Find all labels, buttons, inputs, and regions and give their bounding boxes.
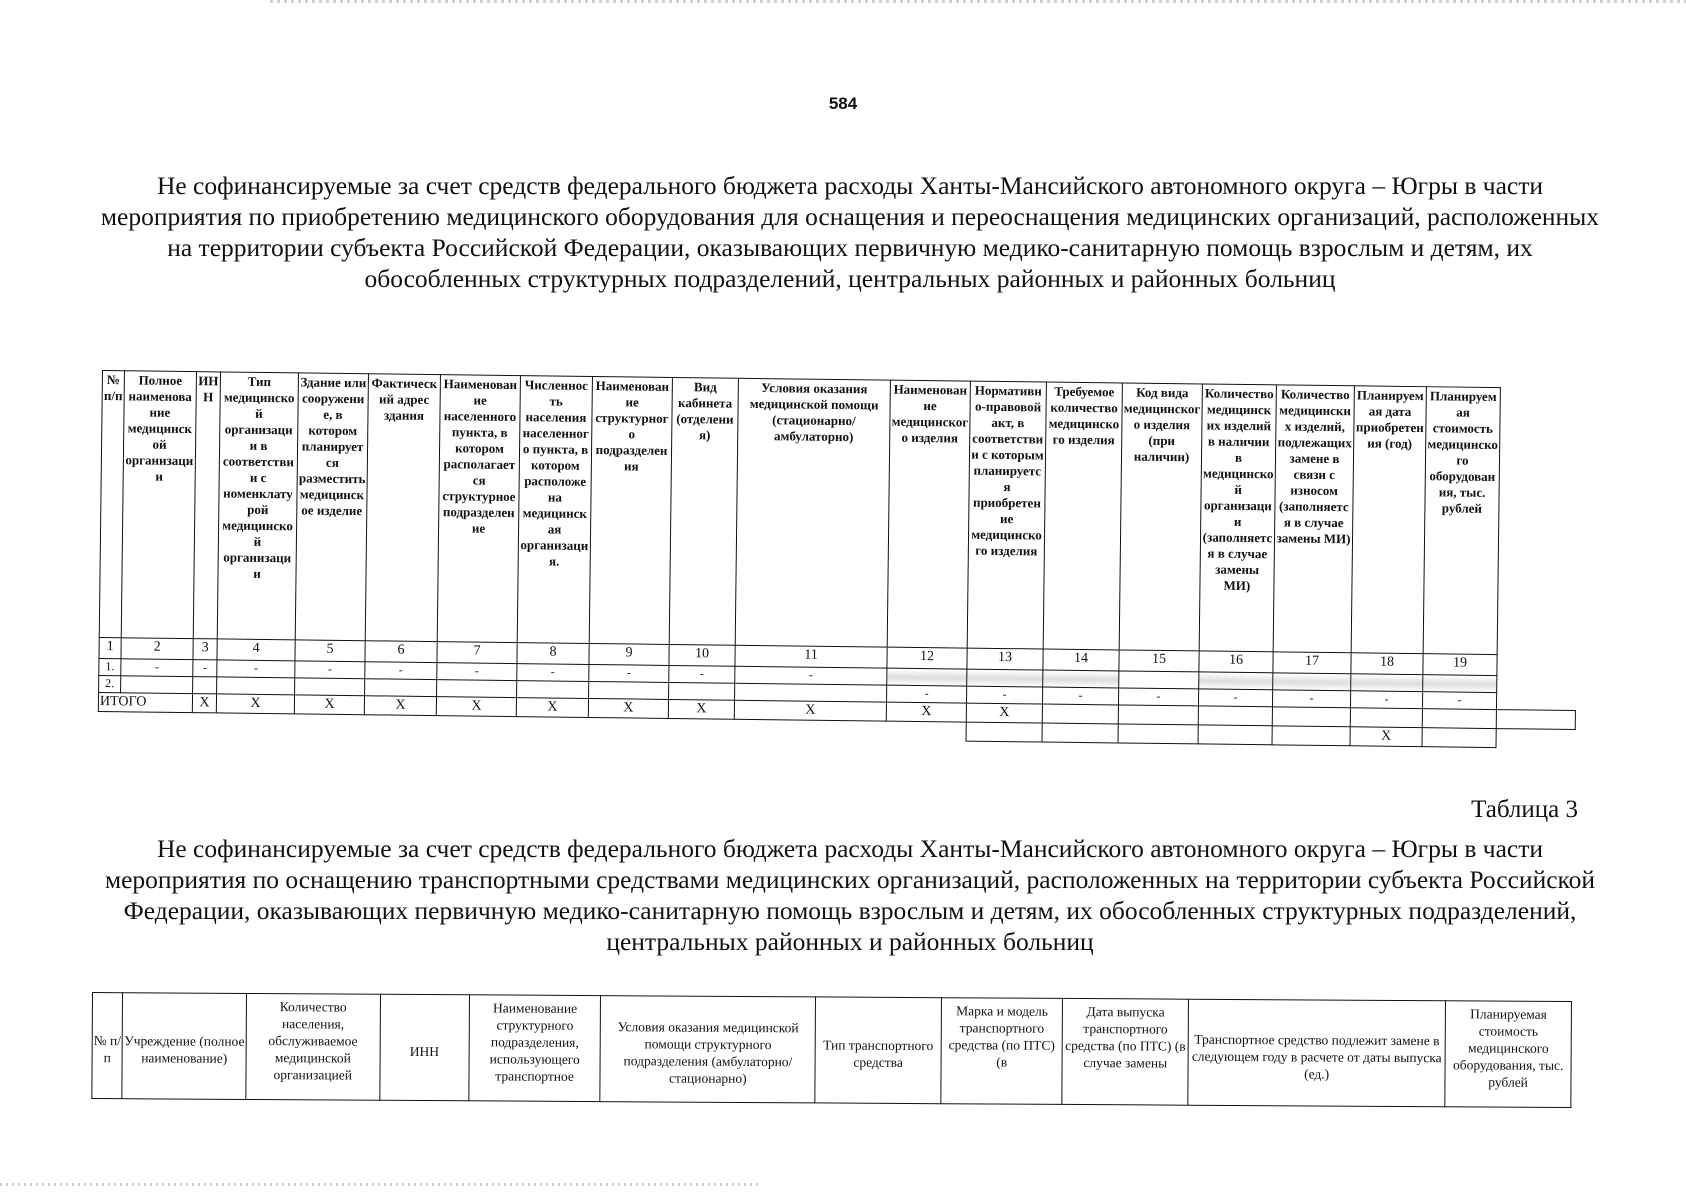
- column-number: 10: [669, 644, 735, 666]
- table-cell: [1422, 709, 1496, 729]
- table-cell: -: [966, 686, 1042, 704]
- col-header: Требуемое количество медицинского изделия: [1043, 382, 1122, 650]
- table-cell: X: [436, 697, 516, 717]
- header-row: [92, 993, 1572, 1108]
- table-cell: -: [437, 663, 517, 681]
- col-header: Наименование структурного подразделения: [589, 376, 672, 644]
- column-number: 12: [887, 647, 967, 669]
- col-header: Численность населения населенного пункта, в котором расположена медицинская организация.: [517, 376, 592, 644]
- table-cell: [1351, 674, 1423, 692]
- table-cell: [1043, 670, 1119, 688]
- table-cell: [1042, 704, 1118, 724]
- table-cell: X: [516, 698, 588, 718]
- table-cell: -: [517, 664, 589, 682]
- col-header: Здание или сооружение, в котором планируется разместить медицинское изделие: [295, 373, 368, 641]
- column-number: 8: [517, 643, 589, 665]
- table-cell: [1496, 710, 1575, 730]
- table-cell: X: [364, 696, 436, 716]
- table-cell: [589, 681, 669, 699]
- col-header: Фактический адрес здания: [365, 374, 440, 642]
- col-header: № п/п: [99, 371, 124, 638]
- col-header: Марка и модель транспортного средства (по ПТС) (в: [941, 998, 1063, 1105]
- table-cell: -: [217, 660, 295, 678]
- column-number: 17: [1273, 652, 1351, 674]
- scan-edge-top: [270, 0, 1686, 3]
- table-cell: X: [1350, 727, 1422, 747]
- table-cell: [1198, 725, 1272, 745]
- table-cell: [1119, 671, 1199, 689]
- table-cell: 1.: [99, 658, 121, 675]
- table-cell: [1423, 675, 1497, 693]
- table-cell: [887, 668, 967, 686]
- col-header: Наименование населенного пункта, в котором располагается структурное подразделение: [437, 375, 520, 643]
- table-cell: [193, 677, 217, 694]
- table-cell: X: [668, 699, 734, 719]
- table3-title: Не софинансируемые за счет средств федерального бюджета расходы Ханты-Мансийского автономного округа – Югры в части мероприятия по оснащению транспортными средствами медицинских организаций, расположенных на территории субъекта Российской Федерации, оказывающих первичную медико-санитарную помощь взрослым и детям, их обособленных структурных подразделений, центральных районных и районных больниц: [104, 834, 1596, 956]
- table-cell: X: [886, 702, 966, 722]
- col-header: Планируемая стоимость медицинского оборудования, тыс. рублей: [1445, 1001, 1571, 1108]
- col-header: Учреждение (полное наименование): [122, 993, 246, 1100]
- table-cell: [967, 669, 1043, 687]
- col-header: ИНН: [193, 372, 220, 639]
- table-cell: -: [1118, 688, 1198, 706]
- table-cell: [1272, 726, 1350, 746]
- table-cell: -: [887, 685, 967, 703]
- table-cell: [1422, 728, 1496, 748]
- col-header: Транспортное средство подлежит замене в следующем году в расчете от даты выпуска (ед.): [1188, 999, 1446, 1107]
- col-header: Вид кабинета (отделения): [669, 377, 738, 645]
- table-cell: [1198, 706, 1272, 726]
- table-cell: X: [192, 694, 216, 713]
- table-cell: X: [588, 698, 668, 718]
- col-header: Полное наименование медицинской организации: [121, 371, 196, 639]
- table2-title: Не софинансируемые за счет средств федерального бюджета расходы Ханты-Мансийского автономного округа – Югры в части мероприятия по приобретению медицинского оборудования для оснащения и переоснащения медицинских организаций, расположенных на территории субъекта Российской Федерации, оказывающих первичную медико-санитарную помощь взрослым и детям, их обособленных структурных подразделений, центральных районных и районных больниц: [100, 171, 1600, 293]
- column-number: 6: [365, 641, 437, 663]
- col-header: Условия оказания медицинской помощи структурного подразделения (амбулаторно/стационарно): [600, 996, 815, 1103]
- col-header: Тип транспортного средства: [815, 997, 941, 1104]
- column-number: 4: [217, 639, 295, 661]
- table3-caption: Таблица 3: [1471, 796, 1578, 823]
- column-number: 5: [295, 640, 365, 662]
- col-header: Наименование структурного подразделения, использующего транспортное: [469, 995, 601, 1102]
- table-cell: [295, 678, 365, 696]
- table-cell: -: [1272, 690, 1350, 708]
- column-number: 1: [99, 637, 121, 658]
- col-header: Наименование медицинского изделия: [887, 380, 970, 648]
- table-cell: [1199, 672, 1273, 690]
- column-number: 19: [1423, 654, 1497, 676]
- col-header: Условия оказания медицинской помощи (стационарно/амбулаторно): [735, 378, 890, 647]
- col-header: № п/п: [92, 993, 123, 1099]
- scan-edge-bottom: [0, 1183, 760, 1186]
- col-header: Тип медицинской организации в соответствии с номенклатурой медицинской организации: [217, 372, 298, 640]
- table-cell: X: [966, 703, 1042, 723]
- table-cell: X: [216, 694, 294, 714]
- table-cell: -: [1422, 692, 1496, 710]
- table-cell: [121, 676, 193, 694]
- col-header: Планируемая дата приобретения (год): [1351, 386, 1426, 654]
- column-number: 13: [967, 648, 1043, 670]
- table-cell: X: [734, 700, 886, 721]
- col-header: Дата выпуска транспортного средства (по ПТС) (в случае замены: [1062, 998, 1188, 1105]
- table-cell: [437, 680, 517, 698]
- column-number: 16: [1199, 651, 1273, 673]
- table-cell: -: [669, 665, 735, 683]
- table-cell: -: [1042, 687, 1118, 705]
- table-cell: [1272, 707, 1350, 727]
- table-cell: [517, 681, 589, 699]
- table-cell: [1273, 673, 1351, 691]
- column-number: 18: [1351, 653, 1423, 675]
- table-cell: 2.: [99, 675, 121, 692]
- table-cell: -: [735, 666, 887, 685]
- table-cell: [966, 722, 1042, 742]
- equipment-table: [98, 370, 1580, 749]
- table-cell: [669, 682, 735, 700]
- col-header: Количество медицинских изделий, подлежащих замене в связи с износом (заполняется в случае замены МИ): [1273, 385, 1354, 653]
- table-cell: [1118, 705, 1198, 725]
- table-cell: [365, 679, 437, 697]
- col-header: Количество населения, обслуживаемое медицинской организацией: [246, 993, 380, 1100]
- table-cell: [735, 683, 887, 702]
- column-number: 11: [735, 645, 887, 668]
- header-row: [99, 371, 1579, 656]
- page-number: 584: [828, 94, 858, 113]
- vehicles-table: [91, 992, 1572, 1108]
- total-label: ИТОГО: [98, 692, 192, 712]
- col-header: ИНН: [380, 994, 470, 1101]
- table-cell: [217, 677, 295, 695]
- table-cell: [1350, 708, 1422, 728]
- column-number: 14: [1043, 649, 1119, 671]
- col-header: Количество медицинских изделий в наличии в медицинской организации (заполняется в случае замены МИ): [1199, 384, 1276, 652]
- table-cell: X: [294, 695, 364, 715]
- col-header: Код вида медицинского изделия (при наличии): [1119, 383, 1202, 651]
- col-header: Планируемая стоимость медицинского оборудования, тыс. рублей: [1423, 387, 1500, 655]
- table-cell: -: [193, 660, 217, 677]
- table-cell: -: [1198, 689, 1272, 707]
- table-cell: -: [1350, 691, 1422, 709]
- column-number: 3: [193, 639, 217, 660]
- col-header: Нормативно-правовой акт, в соответствии с которым планируется приобретение медицинского изделия: [967, 381, 1046, 649]
- table-cell: -: [295, 661, 365, 679]
- column-number: 15: [1119, 650, 1199, 672]
- table-cell: [1118, 724, 1198, 744]
- table-cell: -: [589, 664, 669, 682]
- table-cell: -: [365, 662, 437, 680]
- table-cell: -: [121, 659, 193, 677]
- column-number: 2: [121, 638, 193, 660]
- column-number: 7: [437, 642, 517, 664]
- table-cell: [1042, 723, 1118, 743]
- column-number: 9: [589, 643, 669, 665]
